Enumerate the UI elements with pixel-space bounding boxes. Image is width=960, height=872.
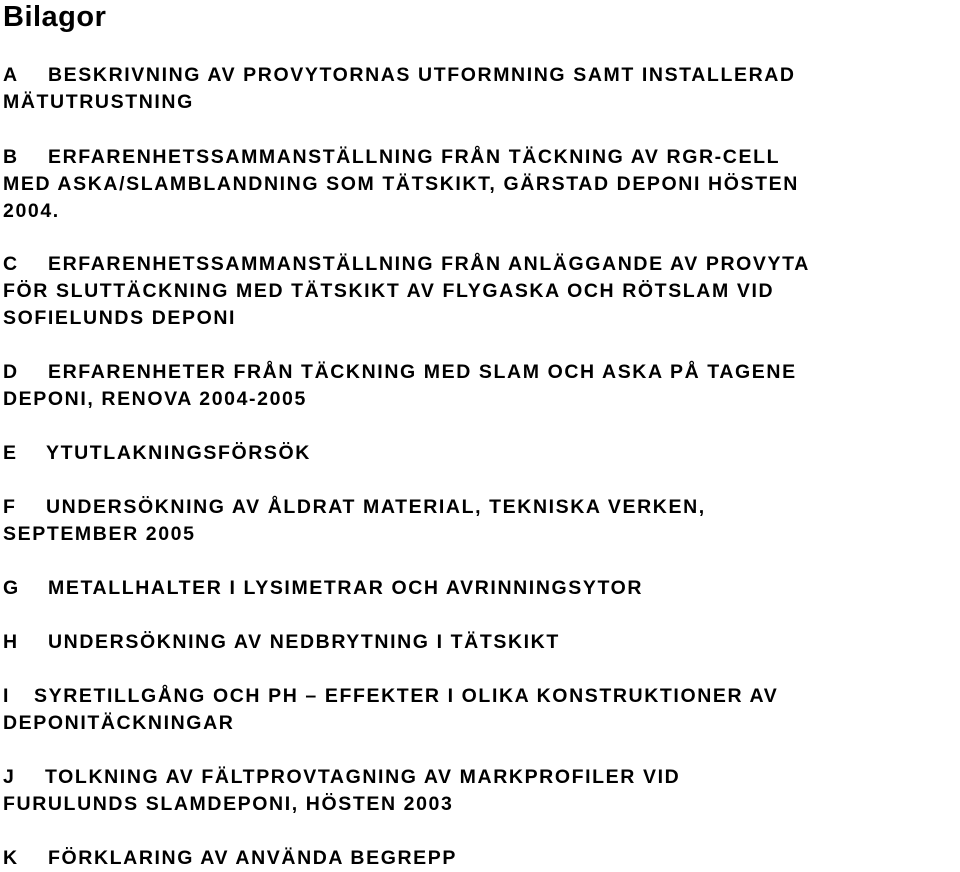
entry-line bbox=[3, 440, 959, 467]
entry-letter: A bbox=[3, 64, 19, 86]
entry-line bbox=[3, 764, 959, 791]
appendix-entry-i bbox=[3, 683, 959, 737]
entry-text: METALLHALTER I LYSIMETRAR OCH AVRINNINGSYTOR bbox=[48, 577, 644, 599]
entry-text: SYRETILLGÅNG OCH PH – EFFEKTER I OLIKA KONSTRUKTIONER AV bbox=[34, 685, 779, 707]
entry-line: FÖR SLUTTÄCKNING MED TÄTSKIKT AV FLYGASKA OCH RÖTSLAM VID bbox=[3, 280, 775, 302]
entry-line: DEPONITÄCKNINGAR bbox=[3, 712, 235, 734]
entry-letter: F bbox=[3, 496, 17, 518]
page-title: Bilagor bbox=[3, 1, 107, 33]
entry-letter: K bbox=[3, 847, 19, 869]
entry-line: DEPONI, RENOVA 2004-2005 bbox=[3, 388, 307, 410]
entry-letter: E bbox=[3, 442, 18, 464]
entry-line bbox=[3, 359, 959, 386]
entry-letter: D bbox=[3, 361, 19, 383]
appendix-entry-d bbox=[3, 359, 959, 413]
entry-line: MÄTUTRUSTNING bbox=[3, 91, 194, 113]
entry-line: SEPTEMBER 2005 bbox=[3, 523, 196, 545]
appendix-entry-a bbox=[3, 62, 959, 116]
appendix-entry-e bbox=[3, 440, 959, 467]
entry-line bbox=[3, 683, 959, 710]
entry-text: ERFARENHETSSAMMANSTÄLLNING FRÅN TÄCKNING AV RGR-CELL bbox=[48, 146, 781, 168]
appendix-entry-c bbox=[3, 251, 959, 332]
entry-line bbox=[3, 144, 959, 171]
entry-line: MED ASKA/SLAMBLANDNING SOM TÄTSKIKT, GÄRSTAD DEPONI HÖSTEN bbox=[3, 173, 799, 195]
entry-text: ERFARENHETSSAMMANSTÄLLNING FRÅN ANLÄGGANDE AV PROVYTA bbox=[48, 253, 810, 275]
appendix-entry-f bbox=[3, 494, 959, 548]
entry-letter: B bbox=[3, 146, 19, 168]
appendix-entry-b bbox=[3, 144, 959, 225]
entry-text: TOLKNING AV FÄLTPROVTAGNING AV MARKPROFILER VID bbox=[45, 766, 681, 788]
entry-letter: J bbox=[3, 766, 16, 788]
appendix-entry-g bbox=[3, 575, 959, 602]
entry-text: YTUTLAKNINGSFÖRSÖK bbox=[46, 442, 311, 464]
entry-line bbox=[3, 575, 959, 602]
appendix-entry-j bbox=[3, 764, 959, 818]
entry-line bbox=[3, 251, 959, 278]
entry-text: BESKRIVNING AV PROVYTORNAS UTFORMNING SAMT INSTALLERAD bbox=[48, 64, 796, 86]
entry-letter: I bbox=[3, 685, 11, 707]
appendix-entry-k bbox=[3, 845, 959, 872]
entry-text: UNDERSÖKNING AV ÅLDRAT MATERIAL, TEKNISKA VERKEN, bbox=[46, 496, 706, 518]
entry-letter: H bbox=[3, 631, 19, 653]
entry-line bbox=[3, 62, 959, 89]
appendix-entry-h bbox=[3, 629, 959, 656]
entry-letter: G bbox=[3, 577, 20, 599]
entry-line: SOFIELUNDS DEPONI bbox=[3, 307, 237, 329]
entry-line bbox=[3, 494, 959, 521]
entry-letter: C bbox=[3, 253, 19, 275]
entry-text: UNDERSÖKNING AV NEDBRYTNING I TÄTSKIKT bbox=[48, 631, 560, 653]
entry-line: 2004. bbox=[3, 200, 60, 222]
entry-text: ERFARENHETER FRÅN TÄCKNING MED SLAM OCH ASKA PÅ TAGENE bbox=[48, 361, 797, 383]
entry-line: FURULUNDS SLAMDEPONI, HÖSTEN 2003 bbox=[3, 793, 454, 815]
entry-line bbox=[3, 845, 959, 872]
entry-text: FÖRKLARING AV ANVÄNDA BEGREPP bbox=[48, 847, 457, 869]
entry-line bbox=[3, 629, 959, 656]
